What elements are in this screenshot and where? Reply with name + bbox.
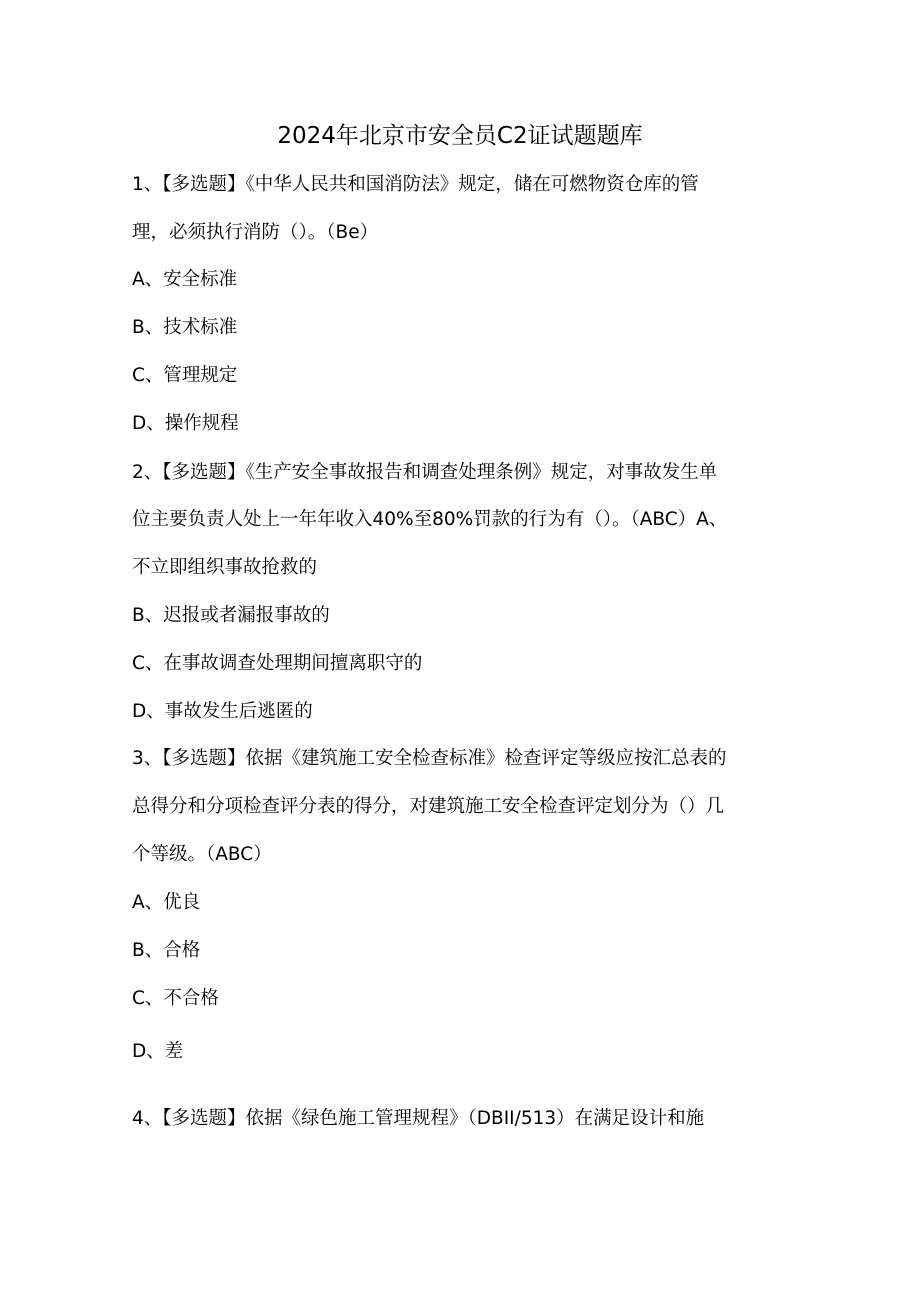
question-2-option-c: C、在事故调查处理期间擅离职守的	[132, 653, 423, 674]
question-3-option-a: A、优良	[132, 892, 201, 913]
question-2-text-line-2: 位主要负责人处上一年年收入40%至80%罚款的行为有（）。（ABC）A、	[132, 509, 728, 530]
question-1-text-line-1: 1、【多选题】《中华人民共和国消防法》规定，储在可燃物资仓库的管	[132, 174, 699, 195]
question-3-option-b: B、合格	[132, 940, 201, 961]
question-1-text-line-2: 理，必须执行消防（）。（Be）	[132, 222, 379, 243]
question-3-text-line-2: 总得分和分项检查评分表的得分，对建筑施工安全检查评定划分为（）几	[132, 796, 725, 817]
question-2-text-line-3: 不立即组织事故抢救的	[132, 557, 318, 578]
question-2-text-line-1: 2、【多选题】《生产安全事故报告和调查处理条例》规定，对事故发生单	[132, 462, 718, 483]
question-3-option-c: C、不合格	[132, 988, 219, 1009]
document-title: 2024年北京市安全员C2证试题题库	[277, 123, 643, 149]
question-4-text-line-1: 4、【多选题】依据《绿色施工管理规程》（DBII/513）在满足设计和施	[132, 1108, 705, 1129]
question-2-option-b: B、迟报或者漏报事故的	[132, 605, 330, 626]
question-3-text-line-3: 个等级。（ABC）	[132, 844, 272, 865]
question-1-option-a: A、安全标准	[132, 269, 238, 290]
question-2-option-d: D、事故发生后逃匿的	[132, 701, 313, 722]
question-1-option-c: C、管理规定	[132, 365, 238, 386]
question-1-option-d: D、操作规程	[132, 413, 239, 434]
question-3-option-d: D、差	[132, 1041, 184, 1062]
question-3-text-line-1: 3、【多选题】依据《建筑施工安全检查标准》检查评定等级应按汇总表的	[132, 748, 727, 769]
question-1-option-b: B、技术标准	[132, 317, 238, 338]
